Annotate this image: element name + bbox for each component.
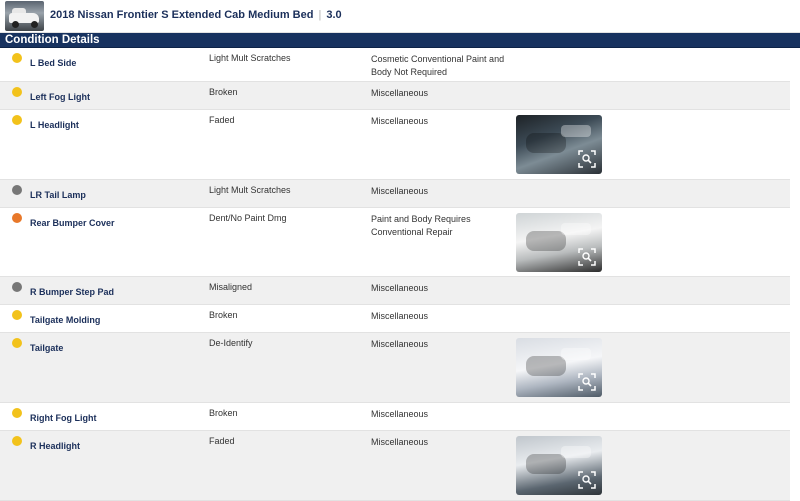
- repair-action: Miscellaneous: [371, 437, 429, 447]
- damage-type: Broken: [209, 87, 238, 97]
- damage-type: De-Identify: [209, 338, 253, 348]
- vehicle-name: 2018 Nissan Frontier S Extended Cab Medium Bed: [50, 9, 314, 21]
- repair-action: Miscellaneous: [371, 88, 429, 98]
- damage-type: Broken: [209, 408, 238, 418]
- vehicle-title: [50, 9, 342, 21]
- condition-row: [0, 431, 790, 501]
- condition-row: [0, 277, 790, 305]
- severity-dot-gray: [12, 185, 22, 195]
- repair-action: Cosmetic Conventional Paint and Body Not Required: [371, 54, 505, 77]
- vehicle-header: [0, 0, 800, 33]
- damage-photo[interactable]: [516, 115, 602, 174]
- item-name: Left Fog Light: [30, 92, 90, 102]
- repair-action: Miscellaneous: [371, 283, 429, 293]
- condition-row: [0, 180, 790, 208]
- item-name: R Bumper Step Pad: [30, 287, 115, 297]
- repair-action: Miscellaneous: [371, 311, 429, 321]
- condition-grade: 3.0: [326, 9, 342, 21]
- damage-type: Dent/No Paint Dmg: [209, 213, 287, 223]
- zoom-icon[interactable]: [578, 248, 596, 266]
- damage-photo[interactable]: [516, 436, 602, 495]
- vehicle-thumbnail[interactable]: [5, 1, 44, 31]
- item-name: LR Tail Lamp: [30, 190, 86, 200]
- item-name: R Headlight: [30, 441, 81, 451]
- severity-dot-gray: [12, 282, 22, 292]
- item-name: Tailgate Molding: [30, 315, 101, 325]
- zoom-icon[interactable]: [578, 471, 596, 489]
- condition-row: [0, 333, 790, 403]
- item-name: L Bed Side: [30, 58, 77, 68]
- repair-action: Miscellaneous: [371, 409, 429, 419]
- severity-dot-yellow: [12, 87, 22, 97]
- zoom-icon[interactable]: [578, 373, 596, 391]
- severity-dot-yellow: [12, 338, 22, 348]
- severity-dot-yellow: [12, 408, 22, 418]
- condition-list: [0, 48, 790, 501]
- repair-action: Miscellaneous: [371, 339, 429, 349]
- condition-row: [0, 110, 790, 180]
- severity-dot-yellow: [12, 436, 22, 446]
- damage-type: Broken: [209, 310, 238, 320]
- title-separator: |: [318, 9, 322, 21]
- repair-action: Miscellaneous: [371, 116, 429, 126]
- damage-type: Faded: [209, 436, 235, 446]
- severity-dot-yellow: [12, 115, 22, 125]
- section-header: [0, 33, 800, 48]
- damage-photo[interactable]: [516, 338, 602, 397]
- damage-photo[interactable]: [516, 213, 602, 272]
- damage-type: Misaligned: [209, 282, 253, 292]
- item-name: L Headlight: [30, 120, 79, 130]
- damage-type: Faded: [209, 115, 235, 125]
- damage-type: Light Mult Scratches: [209, 53, 291, 63]
- section-title: Condition Details: [5, 34, 100, 46]
- item-name: Rear Bumper Cover: [30, 218, 115, 228]
- condition-row: [0, 82, 790, 110]
- repair-action: Miscellaneous: [371, 186, 429, 196]
- severity-dot-orange: [12, 213, 22, 223]
- condition-row: [0, 403, 790, 431]
- damage-type: Light Mult Scratches: [209, 185, 291, 195]
- item-name: Right Fog Light: [30, 413, 97, 423]
- severity-dot-yellow: [12, 53, 22, 63]
- condition-row: [0, 208, 790, 277]
- severity-dot-yellow: [12, 310, 22, 320]
- item-name: Tailgate: [30, 343, 64, 353]
- zoom-icon[interactable]: [578, 150, 596, 168]
- repair-action: Paint and Body Requires Conventional Repair: [371, 214, 471, 237]
- condition-row: [0, 48, 790, 82]
- condition-row: [0, 305, 790, 333]
